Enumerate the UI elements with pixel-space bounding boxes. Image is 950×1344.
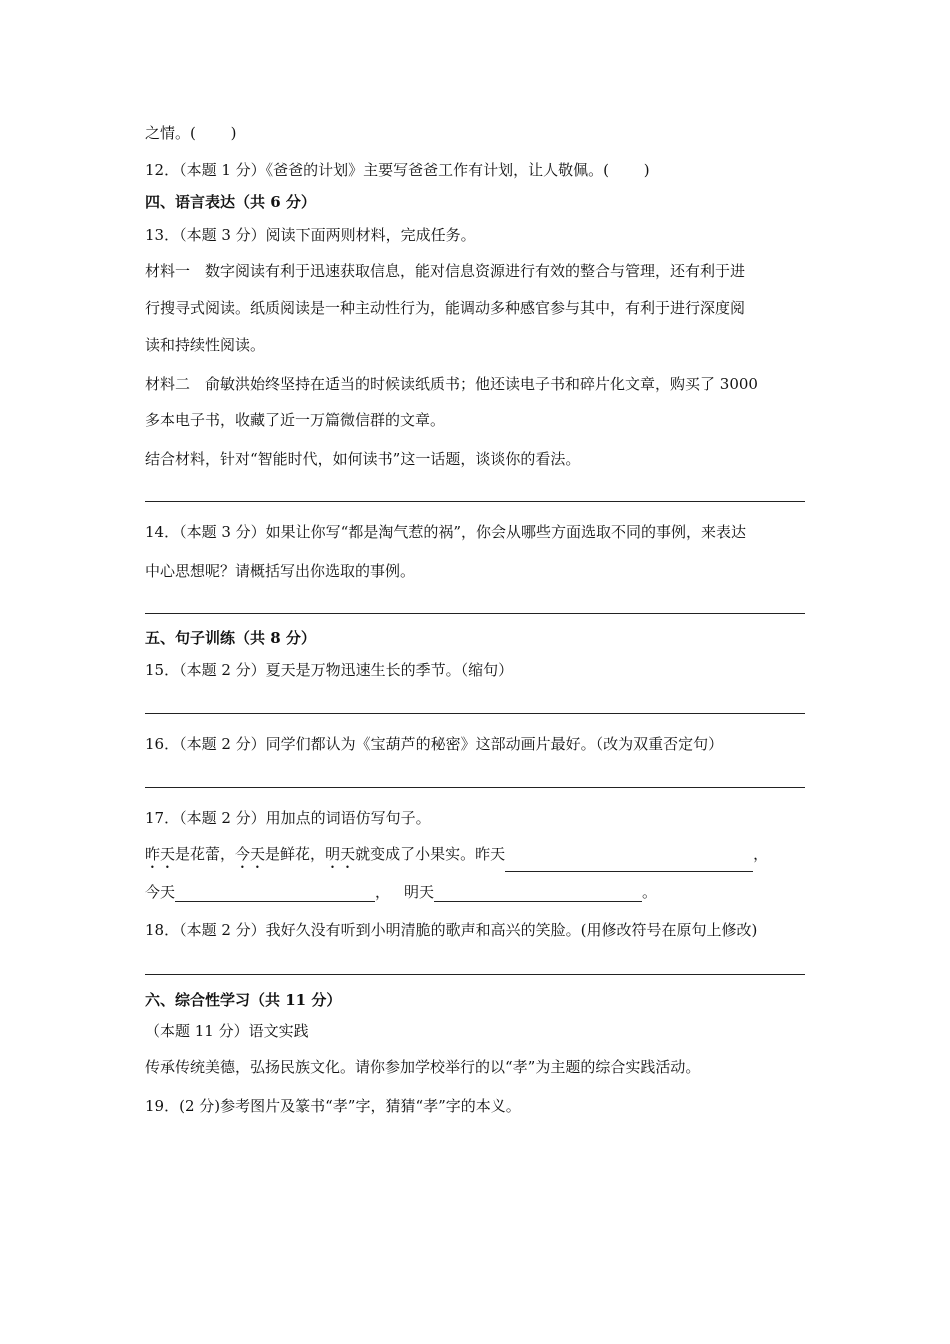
line-continuation: 之情。( ) — [145, 124, 237, 142]
question-17-fill — [145, 882, 657, 902]
activity-intro: 传承传统美德，弘扬民族文化。请你参加学校举行的以“孝”为主题的综合实践活动。 — [145, 1058, 701, 1076]
question-18: 18．（本题 2 分）我好久没有听到小明清脆的歌声和高兴的笑脸。(用修改符号在原句上修改) — [145, 921, 758, 939]
question-14-line-2: 中心思想呢？请概括写出你选取的事例。 — [145, 562, 416, 580]
punctuation: ， — [375, 883, 391, 901]
punctuation: 。 — [642, 883, 658, 901]
prompt-word: 今天 — [145, 883, 176, 901]
question-17: 17．（本题 2 分）用加点的词语仿写句子。 — [145, 809, 431, 827]
punctuation: ， — [753, 845, 769, 863]
section-heading-6: 六、综合性学习（共 11 分） — [145, 991, 342, 1009]
answer-line-16[interactable] — [145, 787, 805, 788]
question-17-example — [145, 844, 768, 872]
question-13: 13．（本题 3 分）阅读下面两则材料，完成任务。 — [145, 226, 476, 244]
question-19-header: （本题 11 分）语文实践 — [145, 1022, 309, 1040]
answer-line-15[interactable] — [145, 713, 805, 714]
material-1-line-2: 行搜寻式阅读。纸质阅读是一种主动性行为，能调动多种感官参与其中，有利于进行深度阅 — [145, 299, 746, 317]
example-text: 就变成了小果实。 — [355, 845, 476, 863]
emphasized-word: 今天 — [235, 845, 266, 863]
question-16: 16．（本题 2 分）同学们都认为《宝葫芦的秘密》这部动画片最好。（改为双重否定句） — [145, 735, 724, 753]
material-2-line-2: 多本电子书，收藏了近一万篇微信群的文章。 — [145, 411, 446, 429]
question-12: 12．（本题 1 分）《爸爸的计划》主要写爸爸工作有计划，让人敬佩。( ) — [145, 161, 650, 179]
section-heading-4: 四、语言表达（共 6 分） — [145, 193, 316, 211]
question-13-task: 结合材料，针对“智能时代，如何读书”这一话题，谈谈你的看法。 — [145, 450, 581, 468]
prompt-word: 明天 — [404, 883, 435, 901]
material-1-line-1: 材料一 数字阅读有利于迅速获取信息，能对信息资源进行有效的整合与管理，还有利于进 — [145, 262, 746, 280]
answer-line-18[interactable] — [145, 974, 805, 975]
prompt-word: 昨天 — [475, 845, 506, 863]
fill-blank-today[interactable] — [175, 885, 375, 902]
emphasized-word: 明天 — [325, 845, 356, 863]
material-2-line-1: 材料二 俞敏洪始终坚持在适当的时候读纸质书；他还读电子书和碎片化文章，购买了 3000 — [145, 375, 758, 393]
emphasized-word: 昨天 — [145, 845, 176, 863]
question-15: 15．（本题 2 分）夏天是万物迅速生长的季节。（缩句） — [145, 661, 514, 679]
material-1-line-3: 读和持续性阅读。 — [145, 336, 266, 354]
example-text: 是鲜花， — [265, 845, 326, 863]
fill-blank-tomorrow[interactable] — [434, 885, 642, 902]
section-heading-5: 五、句子训练（共 8 分） — [145, 629, 316, 647]
answer-line-14[interactable] — [145, 613, 805, 614]
example-text: 是花蕾， — [175, 845, 236, 863]
question-19: 19．(2 分)参考图片及篆书“孝”字，猜猜“孝”字的本义。 — [145, 1097, 521, 1115]
answer-line-13[interactable] — [145, 501, 805, 502]
fill-blank-yesterday[interactable] — [505, 855, 753, 872]
question-14-line-1: 14．（本题 3 分）如果让你写“都是淘气惹的祸”，你会从哪些方面选取不同的事例，来表达 — [145, 523, 747, 541]
